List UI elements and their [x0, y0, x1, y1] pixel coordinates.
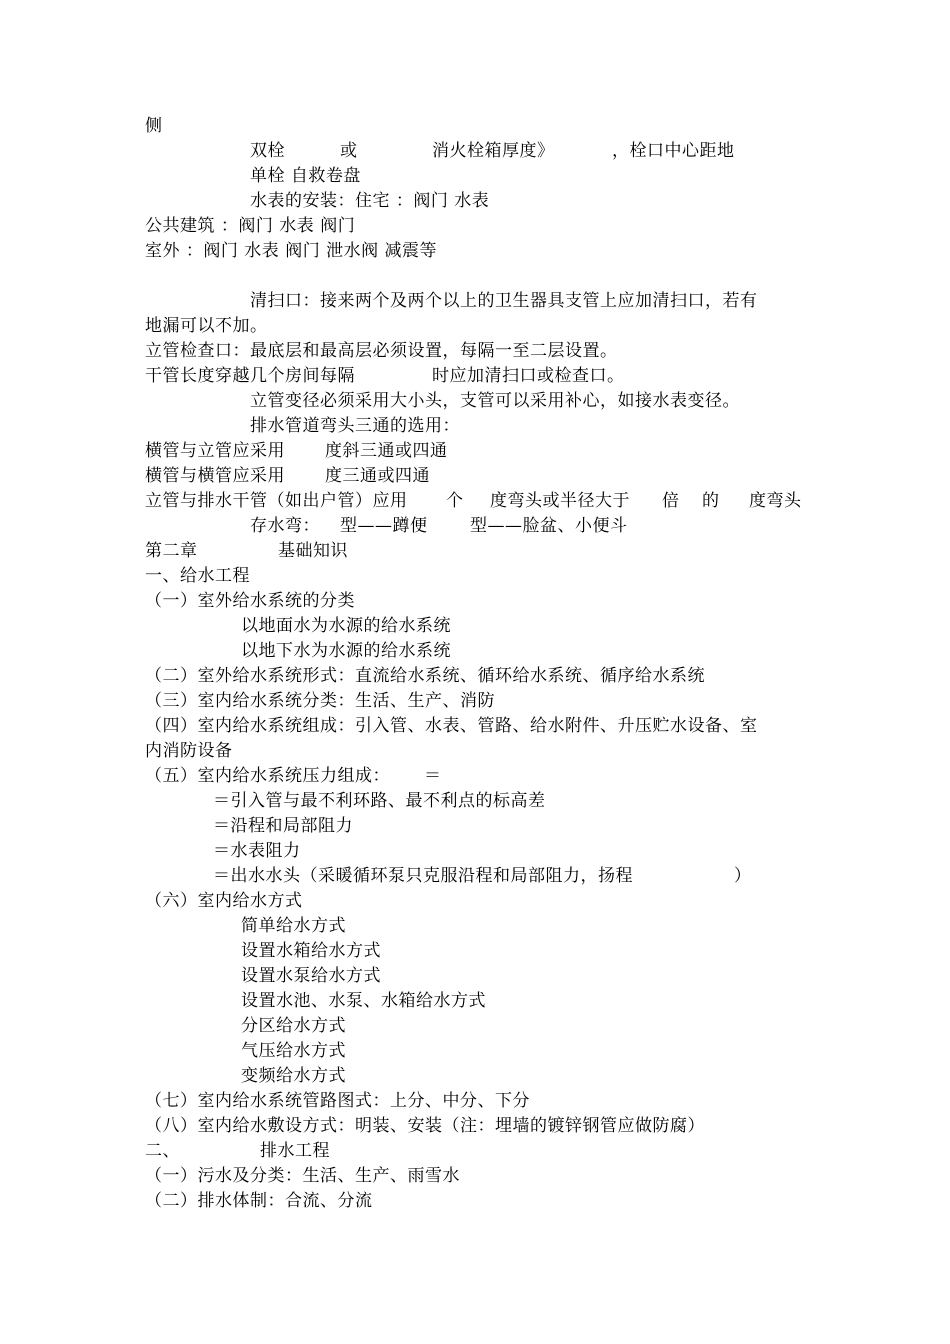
text-line: 度弯头	[749, 491, 802, 511]
text-line: 单栓 自救卷盘	[250, 166, 361, 186]
text-line: ，栓口中心距地	[612, 141, 735, 161]
text-line: 室外 ：阀门 水表 阀门 泄水阀 减震等	[145, 241, 438, 261]
text-line: ＝出水水头（采暖循环泵只克服沿程和局部阻力，扬程	[213, 866, 633, 886]
text-line: 水表的安装：住宅 ：阀门 水表	[250, 191, 490, 211]
text-line: （四）室内给水系统组成：引入管、水表、管路、给水附件、升压贮水设备、室	[145, 716, 758, 736]
text-line: （三）室内给水系统分类：生活、生产、消防	[145, 691, 495, 711]
text-line: ）	[734, 866, 752, 886]
text-line: 排水工程	[260, 1141, 330, 1161]
text-line: 二、	[145, 1141, 180, 1161]
text-line: 第二章	[145, 541, 198, 561]
text-line: （八）室内给水敷设方式：明装、安装（注：埋墙的镀锌钢管应做防腐）	[145, 1116, 705, 1136]
text-line: （二）排水体制：合流、分流	[145, 1191, 373, 1211]
text-line: 立管变径必须采用大小头，支管可以采用补心，如接水表变径。	[250, 391, 740, 411]
text-line: 时应加清扫口或检查口。	[432, 366, 625, 386]
text-line: 或	[340, 141, 358, 161]
text-line: 存水弯：	[250, 516, 320, 536]
text-line: 以地面水为水源的给水系统	[241, 616, 451, 636]
text-line: 基础知识	[278, 541, 348, 561]
text-line: 立管与排水干管（如出户管）应用	[145, 491, 408, 511]
text-line: 地漏可以不加。	[145, 316, 268, 336]
text-line: 设置水泵给水方式	[241, 966, 381, 986]
text-line: （二）室外给水系统形式：直流给水系统、循环给水系统、循序给水系统	[145, 666, 705, 686]
text-line: 变频给水方式	[241, 1066, 346, 1086]
text-line: 一、给水工程	[145, 566, 250, 586]
text-line: 消火栓箱厚度》	[432, 141, 555, 161]
text-line: 气压给水方式	[241, 1041, 346, 1061]
text-line: 排水管道弯头三通的选用：	[250, 416, 460, 436]
text-line: 个	[446, 491, 464, 511]
text-line: （五）室内给水系统压力组成：	[145, 766, 390, 786]
text-line: （一）污水及分类：生活、生产、雨雪水	[145, 1166, 460, 1186]
text-line: ＝水表阻力	[213, 841, 301, 861]
text-line: 公共建筑 ：阀门 水表 阀门	[145, 216, 356, 236]
text-line: 双栓	[250, 141, 285, 161]
text-line: 度弯头或半径大于	[490, 491, 630, 511]
text-line: ＝	[424, 766, 442, 786]
text-line: 侧	[145, 116, 163, 136]
text-line: ＝沿程和局部阻力	[213, 816, 353, 836]
text-line: 横管与立管应采用	[145, 441, 285, 461]
text-line: 横管与横管应采用	[145, 466, 285, 486]
text-line: （六）室内给水方式	[145, 891, 303, 911]
text-line: 干管长度穿越几个房间每隔	[145, 366, 355, 386]
text-line: 简单给水方式	[241, 916, 346, 936]
text-line: （一）室外给水系统的分类	[145, 591, 355, 611]
text-line: 度三通或四通	[325, 466, 430, 486]
text-line: 设置水箱给水方式	[241, 941, 381, 961]
text-line: （七）室内给水系统管路图式：上分、中分、下分	[145, 1091, 530, 1111]
text-line: 设置水池、水泵、水箱给水方式	[241, 991, 486, 1011]
text-line: 型——蹲便	[340, 516, 428, 536]
text-line: 倍	[662, 491, 680, 511]
text-line: 内消防设备	[145, 741, 233, 761]
text-line: 的	[702, 491, 720, 511]
text-line: 立管检查口：最底层和最高层必须设置，每隔一至二层设置。	[145, 341, 618, 361]
text-line: ＝引入管与最不利环路、最不利点的标高差	[213, 791, 546, 811]
text-line: 以地下水为水源的给水系统	[241, 641, 451, 661]
text-line: 度斜三通或四通	[325, 441, 448, 461]
text-line: 分区给水方式	[241, 1016, 346, 1036]
text-line: 型——脸盆、小便斗	[470, 516, 628, 536]
text-line: 清扫口：接来两个及两个以上的卫生器具支管上应加清扫口，若有	[250, 291, 758, 311]
